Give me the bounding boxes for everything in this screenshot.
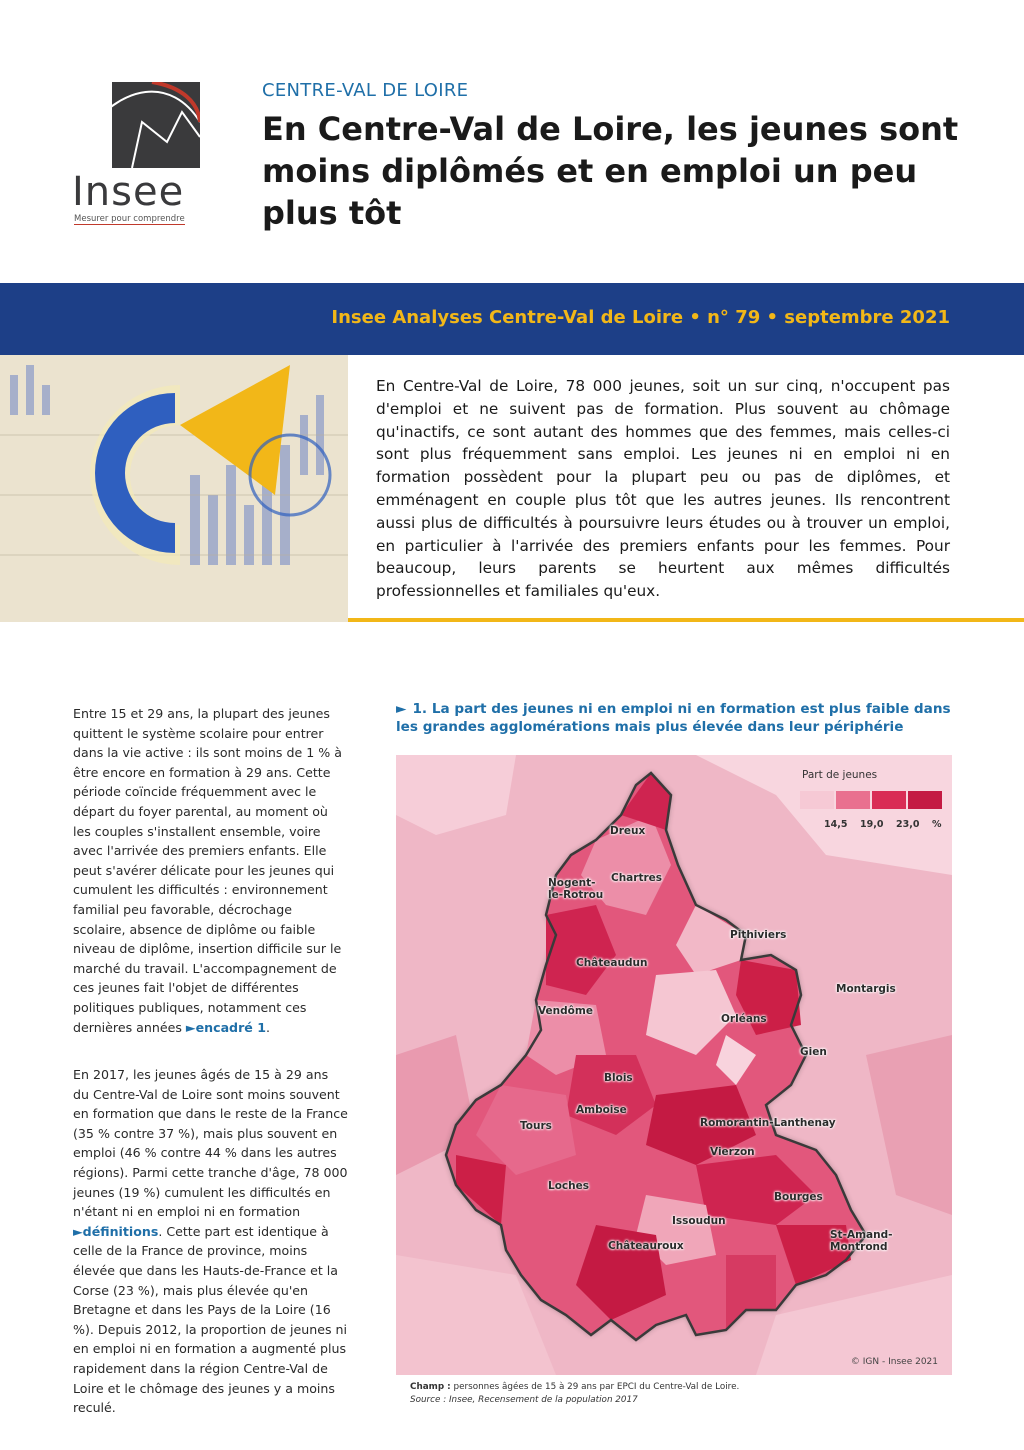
legend-title: Part de jeunes [802, 769, 878, 781]
logo-tagline: Mesurer pour comprendre [74, 214, 185, 224]
map-legend [796, 763, 946, 833]
legend-swatch-2 [836, 791, 870, 809]
city-label: Vendôme [538, 1005, 593, 1017]
paragraph-text: Entre 15 et 29 ans, la plupart des jeunes quittent le système scolaire pour entrer dans la vie active : ils sont moins de 1 % à être encore en formation à 29 ans. Cette période coïncide fréquemment avec le départ du foyer parental, au moment où les couples s'installent ensemble, voire avec l'arrivée des premiers enfants. Elle peut s'avérer délicate pour les jeunes qui cumulent les difficultés : environnement familial peu favorable, décrochage scolaire, absence de diplôme ou faible niveau de diplôme, insertion difficile sur le marché du travail. L'accompagnement de ces jeunes fait l'objet de différentes politiques publiques, notamment ces dernières années [73, 706, 342, 1035]
city-label: Vierzon [710, 1146, 755, 1158]
champ-text: personnes âgées de 15 à 29 ans par EPCI du Centre-Val de Loire. [453, 1382, 740, 1392]
city-label: Gien [800, 1046, 827, 1058]
city-label: Montargis [836, 983, 896, 995]
source-note: Source : Insee, Recensement de la population 2017 [410, 1395, 638, 1405]
city-label: Issoudun [672, 1215, 726, 1227]
city-label: Châteauroux [608, 1240, 684, 1252]
city-label: Nogent-le-Rotrou [548, 877, 604, 901]
city-label: Amboise [576, 1104, 627, 1116]
map-svg [396, 755, 952, 1375]
city-label: Chartres [611, 872, 663, 884]
city-label: Pithiviers [730, 929, 787, 941]
legend-value: 23,0 [896, 819, 920, 830]
publication-reference: Insee Analyses Centre-Val de Loire • n° 79 • septembre 2021 [331, 307, 950, 328]
definitions-link[interactable]: ►définitions [73, 1223, 159, 1239]
map-copyright: © IGN - Insee 2021 [850, 1357, 938, 1367]
city-label: Romorantin-Lanthenay [700, 1117, 836, 1129]
legend-swatch-4 [908, 791, 942, 809]
city-label: Orléans [721, 1013, 767, 1025]
city-label: Dreux [610, 825, 646, 837]
abstract-text: En Centre-Val de Loire, 78 000 jeunes, soit un sur cinq, n'occupent pas d'emploi et ne suivent pas de formation. Plus souvent au chômage qu'inactifs, ce sont autant des hommes que des femmes, mais celles-ci sont plus fréquemment sans emploi. Les jeunes ni en emploi ni en formation possèdent pour la plupart peu ou pas de diplômes, et emménagent en couple plus tôt que les autres jeunes. Ils rencontrent aussi plus de difficultés à poursuivre leurs études ou à trouver un emploi, en particulier à l'arrivée des premiers enfants pour les femmes. Pour beaucoup, leurs parents se heurtent aux mêmes difficultés professionnelles et familiales qu'eux. [376, 377, 950, 601]
paragraph-text: En 2017, les jeunes âgés de 15 à 29 ans du Centre-Val de Loire sont moins souvent en formation que dans le reste de la France (35 % contre 37 %), mais plus souvent en emploi (46 % contre 44 % dans les autres régions). Parmi cette tranche d'âge, 78 000 jeunes (19 %) cumulent les difficultés en n'étant ni en emploi ni en formation [73, 1067, 348, 1220]
city-label: Loches [548, 1180, 589, 1192]
logo-wordmark: Insee [72, 169, 185, 215]
insee-logo [72, 82, 204, 230]
champ-label: Champ : [410, 1382, 451, 1392]
champ-note [410, 1381, 950, 1394]
legend-value: 14,5 [824, 819, 848, 830]
paragraph-text: . Cette part est identique à celle de la France de province, moins élevée que dans les Hauts-de-France et la Corse (23 %), mais plus élevée qu'en Bretagne et dans les Pays de la Loire (16 %). Depuis 2012, la proportion de jeunes ni en emploi ni en formation a augmenté plus rapidement dans la région Centre-Val de Loire et le chômage des jeunes y a moins reculé. [73, 1223, 347, 1416]
encadre-link[interactable]: ►encadré 1 [185, 1019, 266, 1035]
page-title: En Centre-Val de Loire, les jeunes sont moins diplômés et en emploi un peu plus tôt [262, 110, 959, 232]
legend-swatch-3 [872, 791, 906, 809]
choropleth-map [396, 755, 952, 1375]
figure-title [396, 700, 956, 736]
legend-swatch-1 [800, 791, 834, 809]
legend-unit: % [932, 819, 942, 830]
city-label: Bourges [774, 1191, 823, 1203]
abstract-rule [348, 618, 1024, 622]
legend-value: 19,0 [860, 819, 884, 830]
arrow-icon: ► [396, 701, 407, 717]
figure-title-text: 1. La part des jeunes ni en emploi ni en formation est plus faible dans les grandes agglomérations mais plus élevée dans leur périphérie [396, 701, 951, 735]
body-paragraph-1: Entre 15 et 29 ans, la plupart des jeunes quittent le système scolaire pour entrer dans la vie active : ils sont moins de 1 % à être encore en formation à 29 ans. Cette période coïncide fréquemment avec le départ du foyer parental, au moment où les couples s'installent ensemble, voire avec l'arrivée des premiers enfants. Elle peut s'avérer délicate pour les jeunes qui cumulent les difficultés : environnement familial peu favorable, décrochage scolaire, absence de diplôme ou faible niveau de diplôme, insertion difficile sur le marché du travail. L'accompagnement de ces jeunes fait l'objet de différentes politiques publiques, notamment ces dernières années ►encadré 1. [73, 706, 342, 1035]
city-label: St-Amand-Montrond [830, 1229, 893, 1253]
region-label: CENTRE-VAL DE LOIRE [262, 80, 469, 101]
logo-mark [112, 82, 200, 168]
city-label: Châteaudun [576, 957, 648, 969]
body-paragraph-2 [73, 1065, 348, 1418]
figure-notes [410, 1381, 950, 1407]
cover-illustration [0, 355, 348, 622]
city-label: Blois [604, 1072, 633, 1084]
city-label: Tours [520, 1120, 552, 1132]
publication-band [0, 283, 1024, 355]
